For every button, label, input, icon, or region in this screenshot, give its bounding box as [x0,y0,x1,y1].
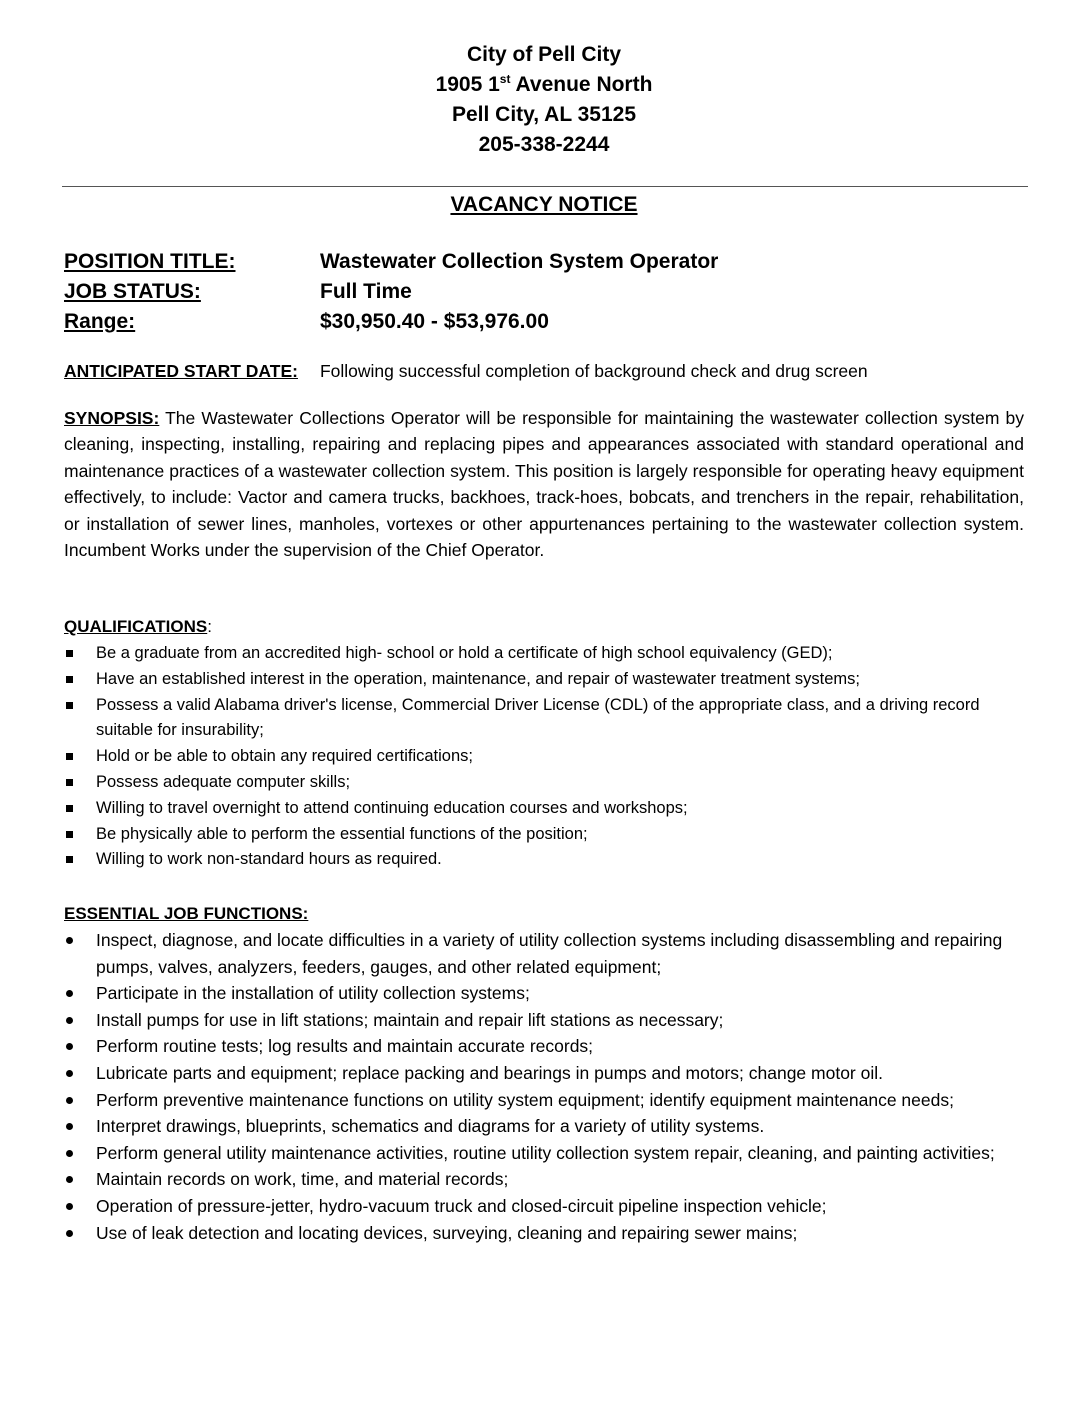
square-bullet-icon [66,805,73,812]
list-item [64,693,1024,745]
list-item [64,1193,1024,1220]
qualification-text: Possess a valid Alabama driver's license, Commercial Driver License (CDL) of the appropriate class, and a driving record suitable for insurability; [96,695,980,740]
salary-range-row [64,307,718,337]
square-bullet-icon [66,856,73,863]
function-text: Use of leak detection and locating devices, surveying, cleaning and repairing sewer mains; [96,1222,798,1243]
round-bullet-icon [66,1230,73,1237]
list-item [64,1033,1024,1060]
qualifications-list [64,641,1024,873]
function-text: Lubricate parts and equipment; replace packing and bearings in pumps and motors; change motor oil. [96,1062,883,1083]
salary-range-value: $30,950.40 - $53,976.00 [320,310,549,333]
city-state-zip: Pell City, AL 35125 [451,103,637,126]
list-item [64,1060,1024,1087]
ordinal-suffix: st [499,72,511,86]
start-date-value: Following successful completion of background check and drug screen [319,361,868,381]
square-bullet-icon [66,779,73,786]
notice-title: VACANCY NOTICE [450,193,638,216]
qualification-text: Be a graduate from an accredited high- school or hold a certificate of high school equivalency (GED); [96,644,833,662]
square-bullet-icon [66,753,73,760]
street-name: Avenue North [510,73,653,96]
qualification-text: Hold or be able to obtain any required certifications; [96,747,473,766]
list-item [64,980,1024,1007]
round-bullet-icon [66,1043,73,1050]
position-title-label: POSITION TITLE: [64,250,236,273]
synopsis-paragraph [64,405,1024,563]
qualifications-heading [64,615,212,639]
round-bullet-icon [66,1017,73,1024]
round-bullet-icon [66,1123,73,1130]
round-bullet-icon [66,1176,73,1183]
essential-functions-list [64,927,1024,1246]
function-text: Inspect, diagnose, and locate difficulties in a variety of utility collection systems including disassembling and repairing pumps, valves, analyzers, feeders, gauges, and other related equipment; [96,930,1003,977]
function-text: Maintain records on work, time, and material records; [96,1169,509,1190]
qualification-text: Have an established interest in the operation, maintenance, and repair of wastewater treatment systems; [96,669,860,688]
qualification-text: Possess adequate computer skills; [96,772,351,791]
letterhead [0,40,1088,160]
qualifications-colon: : [207,617,212,636]
round-bullet-icon [66,1070,73,1077]
job-status-value: Full Time [320,280,412,303]
list-item [64,1140,1024,1167]
list-item [64,796,1024,822]
essential-functions-label: ESSENTIAL JOB FUNCTIONS: [64,904,309,923]
list-item [64,1166,1024,1193]
list-item [64,1220,1024,1247]
list-item [64,847,1024,873]
list-item [64,667,1024,693]
list-item [64,1087,1024,1114]
square-bullet-icon [66,676,73,683]
list-item [64,927,1024,980]
function-text: Perform general utility maintenance activities, routine utility collection system repair, cleaning, and painting activities; [96,1142,995,1163]
list-item [64,744,1024,770]
function-text: Participate in the installation of utility collection systems; [96,983,530,1004]
function-text: Perform routine tests; log results and maintain accurate records; [96,1036,594,1057]
qualification-text: Be physically able to perform the essential functions of the position; [96,824,588,843]
function-text: Interpret drawings, blueprints, schematics and diagrams for a variety of utility systems. [96,1116,765,1137]
qualification-text: Willing to travel overnight to attend continuing education courses and workshops; [96,798,688,817]
square-bullet-icon [66,650,73,657]
square-bullet-icon [66,702,73,709]
list-item [64,822,1024,848]
synopsis-text: The Wastewater Collections Operator will be responsible for maintaining the wastewater collection system by cleaning, inspecting, installing, repairing and replacing pipes and appearances associated with standard operational and maintenance practices of a wastewater collection system. This position is largely responsible for operating heavy equipment effectively, to include: Vactor and camera trucks, backhoes, track-hoes, bobcats, and trenchers in the repair, rehabilitation, or installation of sewer lines, manholes, vortexes or other appurtenances pertaining to the wastewater collection system. Incumbent Works under the supervision of the Chief Operator. [64,408,1024,561]
qualifications-label: QUALIFICATIONS [64,617,208,636]
square-bullet-icon [66,831,73,838]
round-bullet-icon [66,937,73,944]
list-item [64,1007,1024,1034]
header-divider [62,186,1028,187]
street-number: 1905 1 [435,73,500,96]
function-text: Install pumps for use in lift stations; maintain and repair lift stations as necessary; [96,1009,724,1030]
list-item [64,641,1024,667]
street-address [0,70,1088,100]
salary-range-label: Range: [64,310,136,333]
position-summary [64,247,718,337]
position-title-row [64,247,718,277]
qualification-text: Willing to work non-standard hours as required. [96,850,442,869]
start-date [64,358,868,384]
round-bullet-icon [66,990,73,997]
list-item [64,770,1024,796]
position-title-value: Wastewater Collection System Operator [320,250,719,273]
function-text: Operation of pressure-jetter, hydro-vacuum truck and closed-circuit pipeline inspection vehicle; [96,1195,827,1216]
round-bullet-icon [66,1203,73,1210]
round-bullet-icon [66,1097,73,1104]
round-bullet-icon [66,1150,73,1157]
job-status-label: JOB STATUS: [64,280,201,303]
essential-functions-heading [64,902,308,926]
list-item [64,1113,1024,1140]
function-text: Perform preventive maintenance functions on utility system equipment; identify equipment maintenance needs; [96,1089,954,1110]
start-date-label: ANTICIPATED START DATE: [64,361,298,381]
phone-number: 205-338-2244 [478,133,610,156]
org-name: City of Pell City [466,43,622,66]
synopsis-label: SYNOPSIS: [64,408,160,428]
job-status-row [64,277,718,307]
